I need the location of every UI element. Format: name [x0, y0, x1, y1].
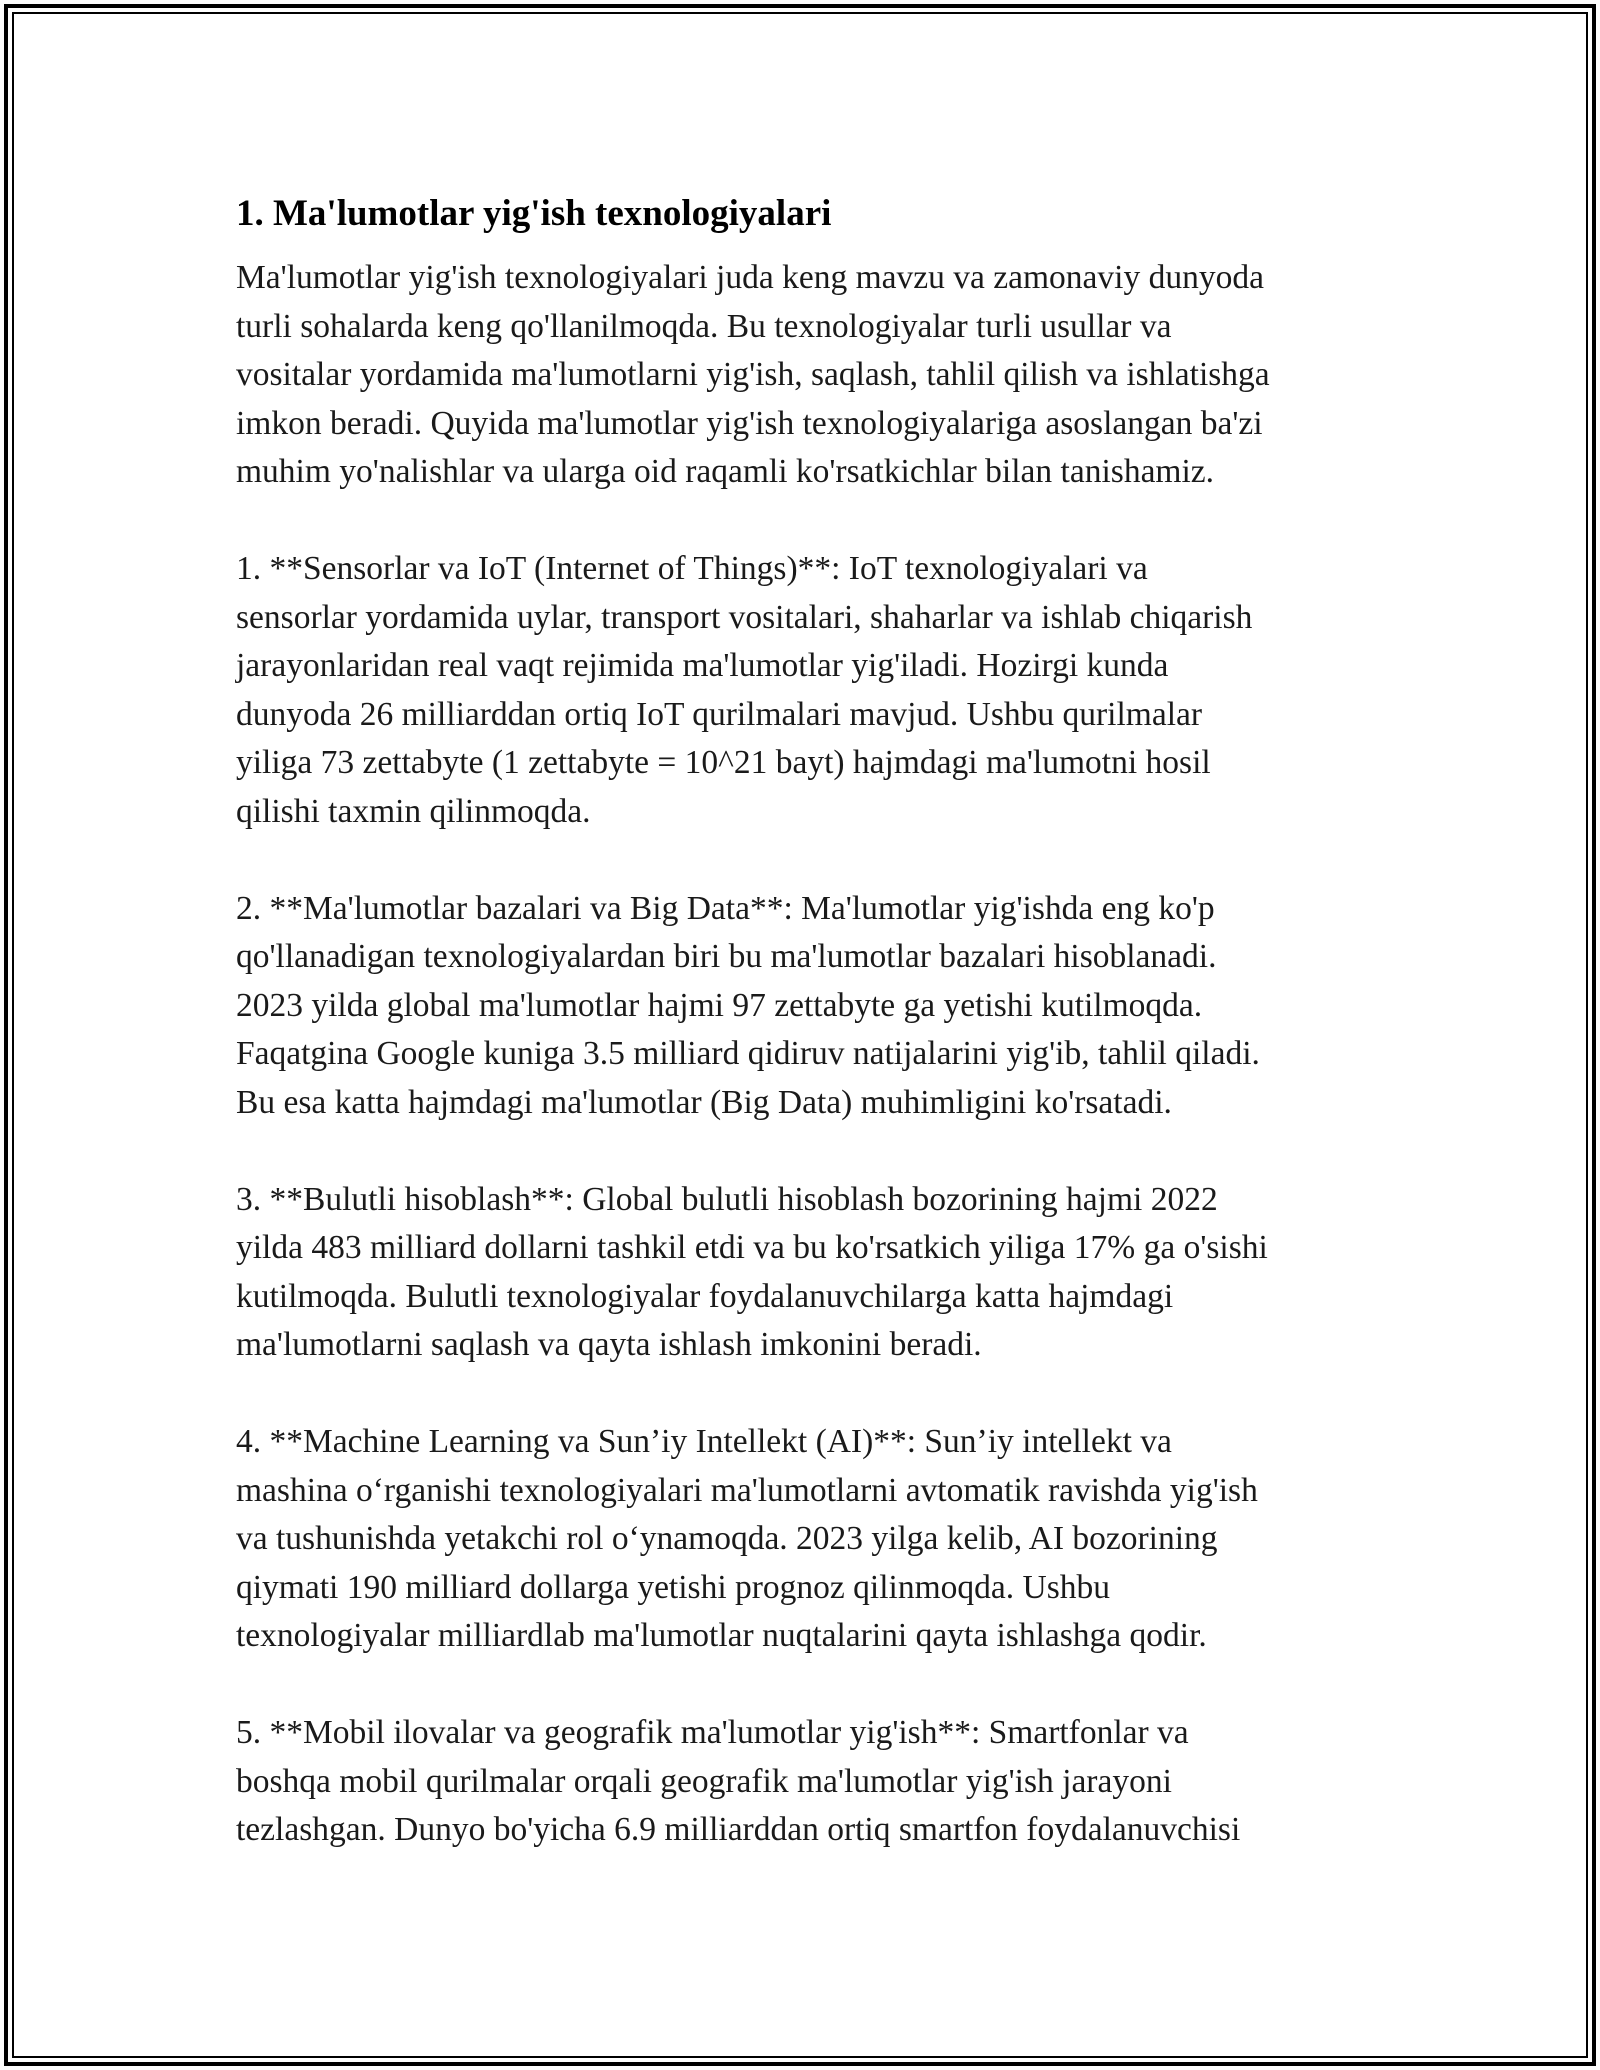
text-line: ma'lumotlarni saqlash va qayta ishlash imkonini beradi.	[236, 1326, 982, 1363]
text-line: boshqa mobil qurilmalar orqali geografik ma'lumotlar yig'ish jarayoni	[236, 1762, 1172, 1800]
document-title: 1. Ma'lumotlar yig'ish texnologiyalari	[236, 193, 832, 234]
text-line: qilishi taxmin qilinmoqda.	[236, 792, 591, 830]
text-line: dunyoda 26 milliarddan ortiq IoT qurilmalari mavjud. Ushbu qurilmalar	[236, 695, 1203, 733]
paragraph-ai	[236, 1418, 1386, 1661]
paragraph-big-data	[236, 885, 1386, 1128]
paragraph-intro	[236, 254, 1386, 497]
text-line: Faqatgina Google kuniga 3.5 milliard qidiruv natijalarini yig'ib, tahlil qiladi.	[236, 1035, 1260, 1072]
text-line: 1. **Sensorlar va IoT (Internet of Things)**: IoT texnologiyalari va	[236, 550, 1148, 587]
paragraph-iot	[236, 545, 1386, 836]
paragraph-mobile	[236, 1709, 1386, 1855]
text-line: Ma'lumotlar yig'ish texnologiyalari juda keng mavzu va zamonaviy dunyoda	[236, 259, 1264, 296]
text-line: qiymati 190 milliard dollarga yetishi prognoz qilinmoqda. Ushbu	[236, 1568, 1110, 1606]
text-line: sensorlar yordamida uylar, transport vositalari, shaharlar va ishlab chiqarish	[236, 598, 1253, 636]
text-line: tezlashgan. Dunyo bo'yicha 6.9 milliarddan ortiq smartfon foydalanuvchisi	[236, 1811, 1241, 1848]
text-line: mashina o‘rganishi texnologiyalari ma'lumotlarni avtomatik ravishda yig'ish	[236, 1471, 1258, 1509]
document-body	[236, 184, 1386, 1855]
text-line: kutilmoqda. Bulutli texnologiyalar foydalanuvchilarga katta hajmdagi	[236, 1277, 1174, 1315]
text-line: va tushunishda yetakchi rol o‘ynamoqda. 2023 yilga kelib, AI bozorining	[236, 1520, 1218, 1557]
text-line: jarayonlaridan real vaqt rejimida ma'lumotlar yig'iladi. Hozirgi kunda	[236, 647, 1169, 684]
text-line: 2023 yilda global ma'lumotlar hajmi 97 zettabyte ga yetishi kutilmoqda.	[236, 986, 1203, 1024]
text-line: qo'llanadigan texnologiyalardan biri bu ma'lumotlar bazalari hisoblanadi.	[236, 938, 1217, 975]
text-line: yilda 483 milliard dollarni tashkil etdi va bu ko'rsatkich yiliga 17% ga o'sishi	[236, 1229, 1268, 1266]
paragraph-cloud	[236, 1176, 1386, 1370]
text-line: 2. **Ma'lumotlar bazalari va Big Data**: Ma'lumotlar yig'ishda eng ko'p	[236, 889, 1215, 927]
text-line: 4. **Machine Learning va Sun’iy Intellekt (AI)**: Sun’iy intellekt va	[236, 1423, 1172, 1460]
text-line: 5. **Mobil ilovalar va geografik ma'lumotlar yig'ish**: Smartfonlar va	[236, 1714, 1189, 1751]
text-line: yiliga 73 zettabyte (1 zettabyte = 10^21 bayt) hajmdagi ma'lumotni hosil	[236, 744, 1211, 781]
text-line: vositalar yordamida ma'lumotlarni yig'ish, saqlash, tahlil qilish va ishlatishga	[236, 356, 1270, 393]
text-line: turli sohalarda keng qo'llanilmoqda. Bu texnologiyalar turli usullar va	[236, 307, 1172, 345]
text-line: imkon beradi. Quyida ma'lumotlar yig'ish texnologiyalariga asoslangan ba'zi	[236, 404, 1263, 442]
text-line: texnologiyalar milliardlab ma'lumotlar nuqtalarini qayta ishlashga qodir.	[236, 1617, 1207, 1654]
text-line: 3. **Bulutli hisoblash**: Global bulutli hisoblash bozorining hajmi 2022	[236, 1180, 1218, 1218]
text-line: Bu esa katta hajmdagi ma'lumotlar (Big Data) muhimligini ko'rsatadi.	[236, 1083, 1172, 1121]
text-line: muhim yo'nalishlar va ularga oid raqamli ko'rsatkichlar bilan tanishamiz.	[236, 453, 1215, 490]
